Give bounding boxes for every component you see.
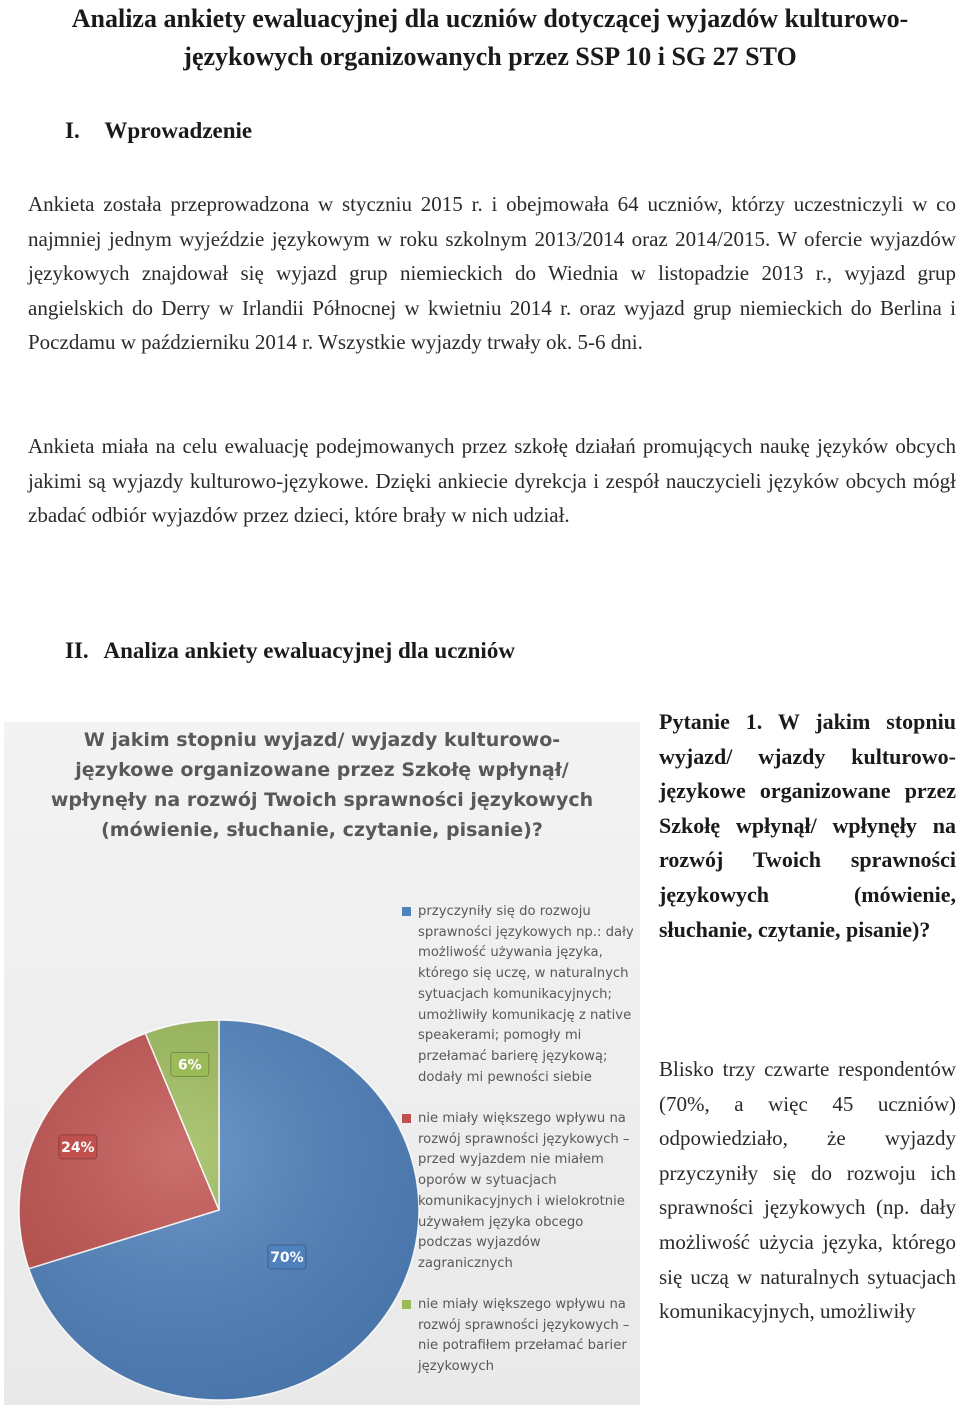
legend-label: nie miały większego wpływu na rozwój sprawności językowych – przed wyjazdem nie miałem oporów w sytuacjach komunikacyjnych i wielokrotnie używałem języka obcego podczas wyjazdów zagranicznych	[418, 1111, 630, 1271]
legend-swatch	[402, 1300, 411, 1309]
legend-swatch	[402, 1114, 411, 1123]
section-heading-analysis	[65, 638, 515, 664]
section-number: I.	[65, 118, 80, 143]
legend-swatch	[402, 907, 411, 916]
pie-chart-figure	[4, 722, 640, 1405]
question-text: Pytanie 1. W jakim stopniu wyjazd/ wjazdy kulturowo-językowe organizowane przez Szkołę wpłynął/ wpłynęły na rozwój Twoich sprawności językowych (mówienie, słuchanie, czytanie, pisanie)?	[659, 709, 956, 942]
legend-label: nie miały większego wpływu na rozwój sprawności językowych – nie potrafiłem przełamać barier językowych	[418, 1297, 630, 1375]
section-number: II.	[65, 638, 89, 663]
section-title: Analiza ankiety ewaluacyjnej dla uczniów	[103, 638, 515, 663]
legend-label: przyczyniły się do rozwoju sprawności językowych np.: dały możliwość używania języka, którego się uczę, w naturalnych sytuacjach komunikacyjnych; umożliwiły komunikację z native speakerami; pomogły mi przełamać barierę językową; dodały mi pewności siebie	[418, 904, 634, 1085]
answer-paragraph: Blisko trzy czwarte respondentów (70%, a więc 45 uczniów) odpowiedziało, że wyjazdy przyczyniły się do rozwoju ich sprawności językowych (np. dały możliwość użycia języka, którego się uczą w naturalnych sytuacjach komunikacyjnych, umożliwiły	[659, 1057, 956, 1324]
section-heading-introduction	[65, 118, 252, 144]
section-title: Wprowadzenie	[104, 118, 253, 143]
data-label: 6%	[177, 1057, 202, 1074]
intro-paragraph: Ankieta została przeprowadzona w styczniu 2015 r. i obejmowała 64 uczniów, którzy uczestniczyli w co najmniej jednym wyjeździe językowym w roku szkolnym 2013/2014 oraz 2014/2015. W ofercie wyjazdów językowych znajdował się wyjazd grup niemieckich do Wiednia w listopadzie 2013 r., wyjazd grup angielskich do Derry w Irlandii Północnej w kwietniu 2014 r. oraz wyjazd grup niemieckich do Berlina i Poczdamu w październiku 2014 r. Wszystkie wyjazdy trwały ok. 5-6 dni.	[28, 192, 956, 355]
document-title: Analiza ankiety ewaluacyjnej dla uczniów dotyczącej wyjazdów kulturowo-językowych organizowanych przez SSP 10 i SG 27 STO	[71, 4, 909, 71]
purpose-paragraph: Ankieta miała na celu ewaluację podejmowanych przez szkołę działań promujących naukę języków obcych jakimi są wyjazdy kulturowo-językowe. Dzięki ankiecie dyrekcja i zespół nauczycieli języków obcych mógł zbadać odbiór wyjazdów przez dzieci, które brały w nich udział.	[28, 434, 956, 528]
data-label: 24%	[61, 1139, 95, 1156]
data-label: 70%	[270, 1249, 304, 1266]
pie-shading	[19, 1020, 419, 1400]
chart-title: W jakim stopniu wyjazd/ wyjazdy kulturowo-językowe organizowane przez Szkołę wpłynął/ wpłynęły na rozwój Twoich sprawności językowych (mówienie, słuchanie, czytanie, pisanie)?	[50, 729, 594, 841]
